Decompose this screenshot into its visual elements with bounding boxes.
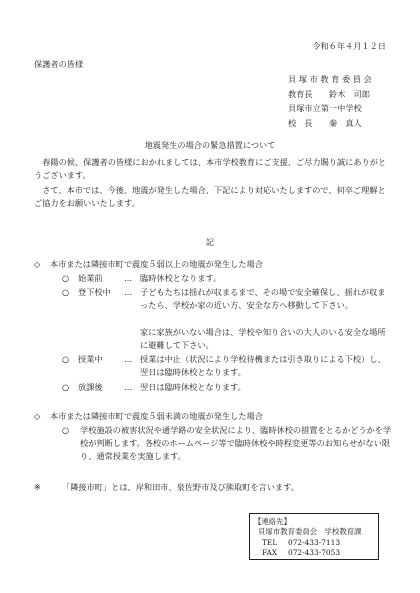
item-text-before-school: 臨時休校となります。 [140,273,222,283]
circle-bullet-icon: ○ [62,287,70,297]
note-line [34,481,299,494]
contact-box [249,513,379,560]
fax-label: FAX [262,548,278,558]
intro-paragraph-1: 春陽の候、保護者の皆様におかれましては、本市学校教育にご支援、ご尽力賜り誠にありがとうございます。 [34,157,387,181]
item-dots: … [124,273,133,283]
item-dots: … [124,287,133,297]
contact-heading: 【連絡先】 [254,517,291,526]
intro-paragraph-2: さて、本市では、今後、地震が発生した場合、下記により対応いたしますので、何卒ご理解とご協力をお願いいたします。 [34,185,386,209]
sender-block [288,73,372,131]
item-text-commute: 子どもたちは揺れが収まるまで、その場で安全確保し、揺れが収まったら、学校か家の近い方、安全な方へ移動して下さい。 [140,287,386,311]
tel-label: TEL [262,537,278,547]
circle-bullet-icon: ○ [62,382,70,392]
list-item-commute [62,286,150,299]
item-dots: … [124,354,133,364]
sender-school: 貝塚市立第一中学校 [288,103,362,114]
section-1-heading-text: 本市または隣接市町で震度５弱以上の地震が発生した場合 [50,259,263,269]
item-label: 始業前 [78,273,103,283]
diamond-icon: ◇ [34,411,41,421]
fax-number: 072-433-7053 [288,548,341,558]
item-text-after-school: 翌日は臨時休校となります。 [140,382,246,392]
section-2-text: 学校施設の被害状況や通学路の安全状況により、臨時休校の措置をとるかどうかを学校が判断します。各校のホームページ等で臨時休校や時程変更等のお知らせがない限り、通常授業を実施します。 [80,425,392,462]
item-text-commute-2: 家に家族がいない場合は、学校や知り合いの大人のいる安全な場所に避難して下さい。 [140,327,386,351]
list-item-before-school [62,272,150,285]
contact-tel [254,538,374,548]
item-text-class-time: 授業は中止（状況により学校待機または引き取りによる下校）し、翌日は臨時休校となります。 [140,354,386,378]
section-2-heading-text: 本市または隣接市町で震度５弱未満の地震が発生した場合 [50,411,263,421]
ki-heading: 記 [205,237,215,247]
contact-org: 貝塚市教育委員会 学校教育課 [258,527,362,537]
list-item-class-time [62,353,150,366]
section-1-heading [34,258,263,271]
list-item-after-school [62,381,150,394]
item-label: 授業中 [78,354,103,364]
circle-bullet-icon: ○ [62,354,70,364]
section-2-bullet [62,424,78,437]
sender-principal: 校 長 秦 真人 [288,117,362,128]
circle-bullet-icon: ○ [62,425,70,435]
item-dots: … [124,382,133,392]
document-date: 令和６年４月１２日 [312,41,386,51]
section-2-heading [34,410,263,423]
contact-fax [254,548,374,558]
tel-number: 072-433-7113 [288,537,341,547]
item-label: 放課後 [78,382,103,392]
reference-mark-icon: ※ [34,482,41,492]
note-text: 「隣接市町」とは、岸和田市、泉佐野市及び熊取町を言います。 [62,482,299,492]
diamond-icon: ◇ [34,259,41,269]
sender-superintendent: 教育長 鈴木 司郎 [288,88,370,99]
addressee: 保護者の皆様 [34,59,84,69]
item-label: 登下校中 [78,287,111,297]
sender-organization: 貝 塚 市 教 育 委 員 会 [288,74,372,84]
circle-bullet-icon: ○ [62,273,70,283]
document-title: 地震発生の場合の緊急措置について [144,140,276,150]
